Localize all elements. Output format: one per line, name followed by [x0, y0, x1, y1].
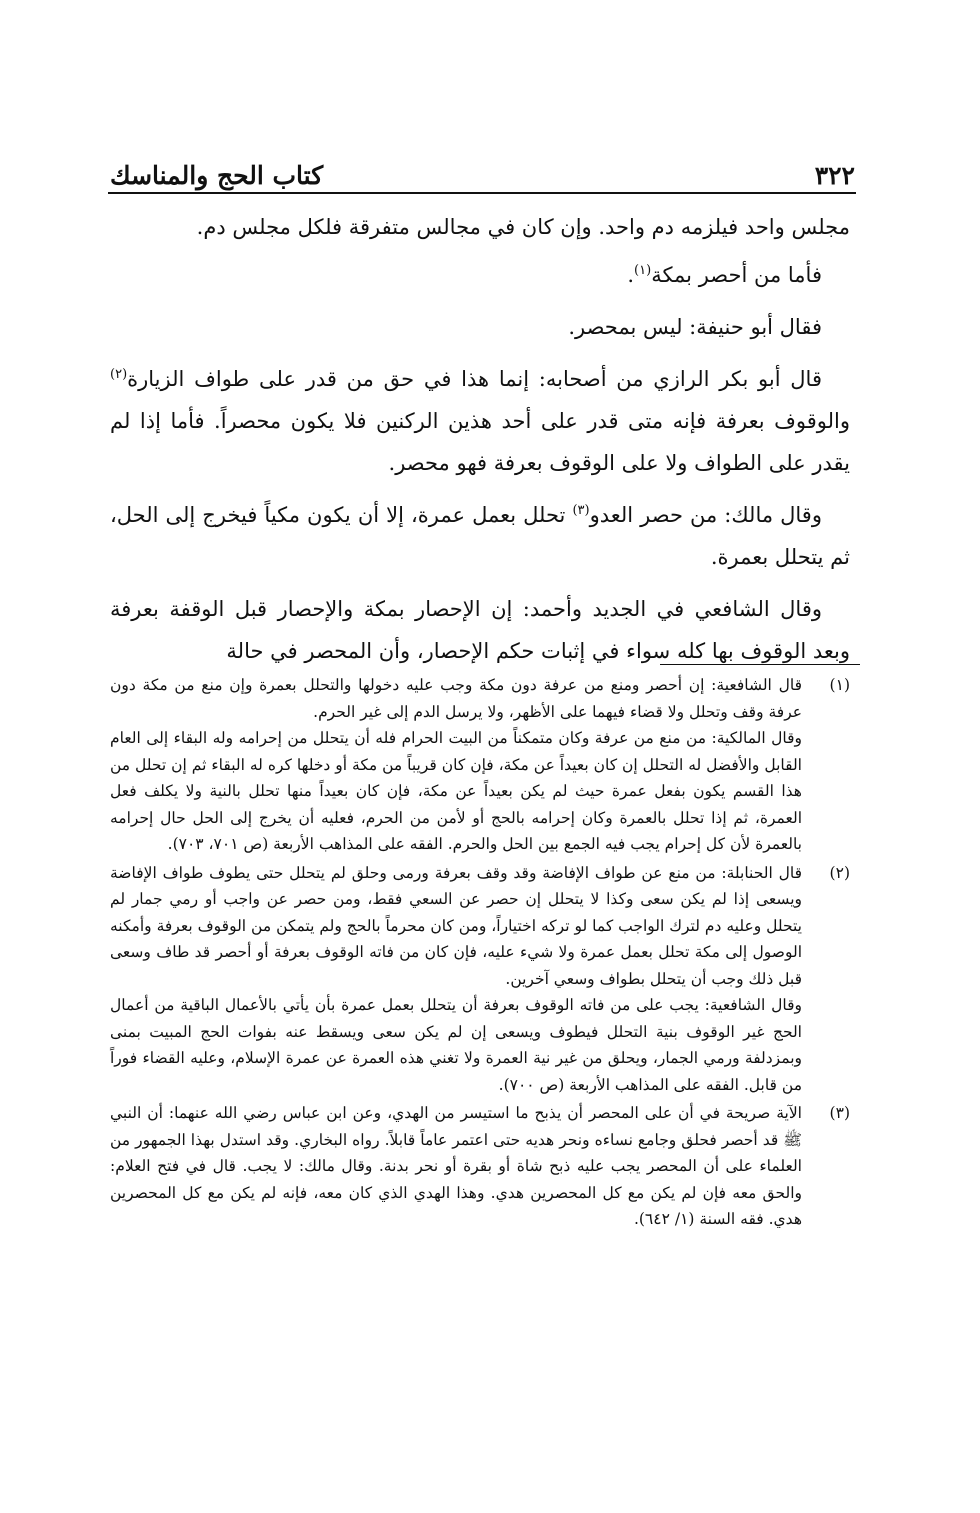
header-divider: [108, 192, 856, 194]
footnote-paragraph: وقال المالكية: من منع من عرفة وكان متمكناً من البيت الحرام فله أن يتحلل من إحرامه وله البقاء إلى العام القابل والأفضل له التحلل إن كان بعيداً عن مكة، فإن كان قريباً من مكة أو دخلها كره له البقاء ثم إن تحلل من هذا القسم يكون بفعل عمرة حيث لم يكن بعيداً عن مكة، فإن كان بعيداً منها تحلل بالنية ولا يكلف فعل العمرة، ثم إذا تحلل بالعمرة وكان إحرامه بالحج أو لأمن من الحرم، فعليه أن يخرج إلى الحل حال إحرامه بالعمرة لأن كل إحرام يجب فيه الجمع بين الحل والحرم. الفقه على المذاهب الأربعة (ص ٧٠١، ٧٠٣).: [110, 729, 802, 853]
footnote-ref-3[interactable]: (٣): [572, 503, 590, 518]
paragraph-4: [110, 358, 850, 484]
footnote-2: [110, 860, 850, 1099]
page-number: ٣٢٢: [814, 161, 855, 190]
paragraph-4-a: قال أبو بكر الرازي من أصحابه: إنما هذا في حق من قدر على طواف الزيارة: [127, 367, 822, 391]
paragraph-3: فقال أبو حنيفة: ليس بمحصر.: [568, 315, 822, 339]
footnote-paragraph: قال الشافعية: إن أحصر ومنع من عرفة دون مكة وجب عليه دخولها والتحلل بعمرة وإن منع من مكة دون عرفة وقف وتحلل ولا قضاء فيهما على الأظهر، ولا يرسل الدم إلى غير الحرم.: [110, 676, 802, 721]
footnote-1: [110, 672, 850, 858]
footnote-number: (٣): [829, 1104, 850, 1122]
paragraph-2: [110, 254, 850, 296]
paragraph-2-text: فأما من أحصر بمكة: [651, 263, 822, 287]
paragraph-5: [110, 494, 850, 578]
paragraph-2-end: .: [627, 263, 635, 287]
page-header: [110, 150, 855, 190]
footnote-number: (٢): [829, 863, 850, 882]
paragraph-5-a: وقال مالك: من حصر العدو: [589, 503, 822, 527]
footnote-paragraph: الآية صريحة في أن على المحصر أن يذبح ما استيسر من الهدي، وعن ابن عباس رضي الله عنهما: أن النبي ﷺ قد أحصر فحلق وجامع نساءه ونحر هديه حتى اعتمر عاماً قابلاً. رواه البخاري. وقد استدل بهذا الجمهور من العلماء على أن المحصر يجب عليه ذبح شاة أو بقرة أو نحر بدنة. وقال مالك: لا يجب. قال في فتح العلام: والحق معه فإن لم يكن مع كل المحصرين هدي. وهذا الهدي الذي كان معه، فإنه لم يكن مع كل المحصرين هدي. فقه السنة (١/ ٦٤٢).: [110, 1104, 802, 1228]
footnote-paragraph: وقال الشافعية: يجب على من فاته الوقوف بعرفة أن يتحلل بعمل عمرة بأن يأتي بالأعمال الباقية من أعمال الحج غير الوقوف بنية التحلل فيطوف ويسعى إن لم يكن سعى ويسقط عنه بفوات الحج المبيت بمنى وبمزدلفة ورمي الجمار، ويحلق من غير نية العمرة ولا تغني هذه العمرة عن عمرة الإسلام، وعليه القضاء فوراً من قابل. الفقه على المذاهب الأربعة (ص ٧٠٠).: [110, 996, 802, 1094]
paragraph-1: مجلس واحد فيلزمه دم واحد. وإن كان في مجالس متفرقة فلكل مجلس دم.: [196, 215, 850, 239]
paragraph-5-b: تحلل بعمل عمرة، إلا أن يكون مكياً فيخرج إلى الحل، ثم يتحلل بعمرة.: [110, 503, 850, 569]
footnote-ref-1[interactable]: (١): [634, 263, 652, 278]
footnotes: [110, 672, 850, 1235]
footnote-ref-2[interactable]: (٢): [110, 367, 128, 382]
paragraph-6: وقال الشافعي في الجديد وأحمد: إن الإحصار بمكة والإحصار قبل الوقفة بعرفة وبعد الوقوف بها كله سواء في إثبات حكم الإحصار، وأن المحصر في حالة: [110, 597, 850, 663]
main-text: [110, 206, 850, 678]
footnote-divider: [660, 664, 860, 665]
running-title: كتاب الحج والمناسك: [110, 161, 324, 190]
footnote-paragraph: قال الحنابلة: من منع عن طواف الإفاضة وقد وقف بعرفة ورمى وحلق لم يتحلل حتى يطوف طواف الإفاضة ويسعى إذا لم يكن سعى وكذا لا يتحلل إن حصر عن السعي فقط، ومن حصر عن واجب أو رمي جمار لم يتحلل وعليه دم لترك الواجب كما لو تركه اختياراً، ومن كان محرماً بالحج ولم يتمكن من الوقوف بعرفة وأمكنه الوصول إلى مكة تحلل بعمل عمرة ولا شيء عليه، فإن كان من فاته الوقوف بعرفة أو أحصر قد طاف وسعى قبل ذلك وجب أن يتحلل بطواف وسعي آخرين.: [110, 863, 802, 988]
footnote-number: (١): [829, 676, 850, 694]
footnote-3: [110, 1100, 850, 1233]
paragraph-4-b: والوقوف بعرفة فإنه متى قدر على أحد هذين الركنين فلا يكون محصراً. فأما إذا لم يقدر على الطواف ولا على الوقوف بعرفة فهو محصر.: [110, 409, 850, 475]
